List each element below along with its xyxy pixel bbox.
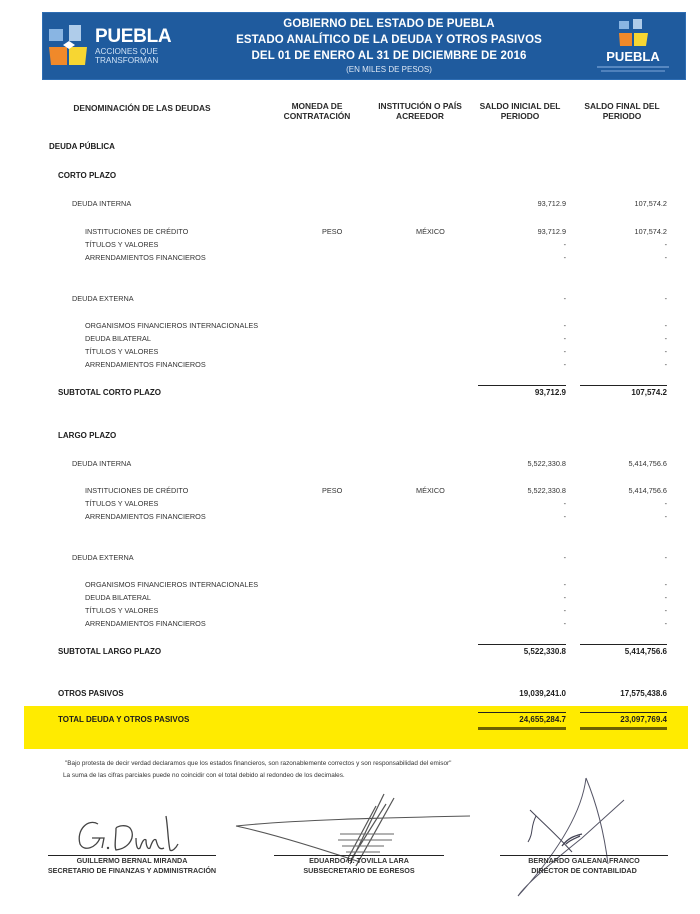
column-header-saldo-inicial bbox=[474, 101, 566, 121]
logo-right-subtitle-decoration bbox=[597, 66, 669, 68]
total-double-rule-final bbox=[580, 727, 667, 730]
report-units: (EN MILES DE PESOS) bbox=[346, 65, 432, 74]
row-saldo-final: - bbox=[664, 294, 667, 303]
row-saldo-inicial: - bbox=[563, 499, 566, 508]
logo-left-wordmark: PUEBLA bbox=[95, 26, 172, 47]
row-label: ARRENDAMIENTOS FINANCIEROS bbox=[85, 619, 206, 628]
table-row bbox=[0, 552, 700, 564]
row-label: ARRENDAMIENTOS FINANCIEROS bbox=[85, 360, 206, 369]
report-title-government: GOBIERNO DEL ESTADO DE PUEBLA bbox=[283, 18, 495, 30]
subtotal-row bbox=[0, 387, 700, 399]
table-row bbox=[0, 485, 700, 497]
row-saldo-final: 107,574.2 bbox=[634, 227, 667, 236]
row-institucion: MÉXICO bbox=[416, 486, 445, 495]
signature-bernal bbox=[70, 808, 190, 858]
subtotal-rule-final bbox=[580, 644, 667, 645]
column-header-institucion-line2: ACREEDOR bbox=[396, 111, 444, 121]
column-header-moneda-line1: MONEDA DE bbox=[291, 101, 343, 111]
row-label: DEUDA PÚBLICA bbox=[49, 142, 115, 151]
table-row bbox=[0, 239, 700, 251]
row-label: DEUDA EXTERNA bbox=[72, 294, 134, 303]
subtotal-rule-inicial bbox=[478, 385, 566, 386]
row-saldo-final: 5,414,756.6 bbox=[624, 647, 667, 656]
subtotal-rule-final bbox=[580, 385, 667, 386]
row-saldo-final: - bbox=[664, 580, 667, 589]
row-saldo-final: - bbox=[664, 253, 667, 262]
column-header-saldo-final-line2: PERIODO bbox=[602, 111, 642, 121]
table-row bbox=[0, 226, 700, 238]
row-label: INSTITUCIONES DE CRÉDITO bbox=[85, 486, 189, 495]
signer-1-name: GUILLERMO BERNAL MIRANDA bbox=[76, 856, 188, 865]
puebla-logo-right bbox=[587, 19, 679, 77]
signer-2-name: EDUARDO H. TOVILLA LARA bbox=[309, 856, 409, 865]
table-row bbox=[0, 688, 700, 700]
column-header-saldo-inicial-line2: PERIODO bbox=[500, 111, 540, 121]
row-saldo-inicial: 5,522,330.8 bbox=[527, 486, 566, 495]
table-row bbox=[0, 579, 700, 591]
table-row bbox=[0, 458, 700, 470]
table-row bbox=[0, 293, 700, 305]
total-label: TOTAL DEUDA Y OTROS PASIVOS bbox=[58, 715, 190, 724]
total-double-rule-inicial bbox=[478, 727, 566, 730]
row-saldo-final: 107,574.2 bbox=[634, 199, 667, 208]
row-label: SUBTOTAL LARGO PLAZO bbox=[58, 647, 162, 656]
row-saldo-inicial: - bbox=[563, 347, 566, 356]
row-saldo-inicial: - bbox=[563, 240, 566, 249]
row-label: OTROS PASIVOS bbox=[58, 689, 124, 698]
row-label: ARRENDAMIENTOS FINANCIEROS bbox=[85, 253, 206, 262]
table-row bbox=[0, 252, 700, 264]
signer-2-title: SUBSECRETARIO DE EGRESOS bbox=[303, 866, 415, 875]
table-row bbox=[0, 320, 700, 332]
total-row bbox=[0, 714, 700, 726]
row-label: TÍTULOS Y VALORES bbox=[85, 347, 159, 356]
row-label: TÍTULOS Y VALORES bbox=[85, 606, 159, 615]
row-saldo-final: - bbox=[664, 499, 667, 508]
row-saldo-inicial: - bbox=[563, 553, 566, 562]
row-saldo-inicial: - bbox=[563, 360, 566, 369]
row-saldo-inicial: - bbox=[563, 512, 566, 521]
logo-left-tagline-1: ACCIONES QUE bbox=[95, 47, 158, 56]
row-moneda: PESO bbox=[322, 486, 343, 495]
row-institucion: MÉXICO bbox=[416, 227, 445, 236]
signer-3-name: BERNARDO GALEANA FRANCO bbox=[528, 856, 640, 865]
row-saldo-inicial: 5,522,330.8 bbox=[523, 647, 566, 656]
row-saldo-final: 107,574.2 bbox=[631, 388, 667, 397]
row-label: TÍTULOS Y VALORES bbox=[85, 499, 159, 508]
row-label: TÍTULOS Y VALORES bbox=[85, 240, 159, 249]
signer-1-title: SECRETARIO DE FINANZAS Y ADMINISTRACIÓN bbox=[47, 866, 217, 875]
rounding-note: La suma de las cifras parciales puede no coincidir con el total debido al redondeo de los decimales. bbox=[63, 772, 345, 779]
column-header-moneda bbox=[276, 101, 358, 121]
row-saldo-final: 5,414,756.6 bbox=[628, 459, 667, 468]
row-saldo-final: - bbox=[664, 334, 667, 343]
table-row bbox=[0, 430, 700, 442]
subtotal-row bbox=[0, 646, 700, 658]
puebla-emblem-icon bbox=[47, 25, 91, 71]
signer-3-title: DIRECTOR DE CONTABILIDAD bbox=[531, 866, 637, 875]
column-header-moneda-line2: CONTRATACIÓN bbox=[283, 111, 351, 121]
total-saldo-final: 23,097,769.4 bbox=[620, 715, 667, 724]
column-header-denominacion: DENOMINACIÓN DE LAS DEUDAS bbox=[73, 103, 211, 113]
column-header-institucion-line1: INSTITUCIÓN O PAÍS bbox=[378, 101, 462, 111]
row-saldo-inicial: 93,712.9 bbox=[537, 199, 566, 208]
table-row bbox=[0, 592, 700, 604]
row-saldo-inicial: - bbox=[563, 321, 566, 330]
row-label: DEUDA INTERNA bbox=[72, 199, 132, 208]
row-label: SUBTOTAL CORTO PLAZO bbox=[58, 388, 161, 397]
row-label: DEUDA BILATERAL bbox=[85, 334, 151, 343]
logo-right-subtitle-decoration-2 bbox=[601, 70, 665, 72]
row-label: ORGANISMOS FINANCIEROS INTERNACIONALES bbox=[85, 580, 259, 589]
row-saldo-final: - bbox=[664, 321, 667, 330]
report-title-statement: ESTADO ANALÍTICO DE LA DEUDA Y OTROS PASIVOS bbox=[236, 34, 542, 46]
report-title-block bbox=[193, 16, 585, 76]
row-saldo-final: - bbox=[664, 606, 667, 615]
report-header bbox=[42, 12, 686, 80]
row-label: LARGO PLAZO bbox=[58, 431, 117, 440]
column-header-saldo-final-line1: SALDO FINAL DEL bbox=[584, 101, 660, 111]
row-saldo-final: - bbox=[664, 593, 667, 602]
row-moneda: PESO bbox=[322, 227, 343, 236]
table-row bbox=[0, 498, 700, 510]
row-label: INSTITUCIONES DE CRÉDITO bbox=[85, 227, 189, 236]
row-saldo-final: - bbox=[664, 619, 667, 628]
column-header-saldo-final bbox=[578, 101, 666, 121]
row-saldo-inicial: 5,522,330.8 bbox=[527, 459, 566, 468]
total-saldo-inicial: 24,655,284.7 bbox=[519, 715, 566, 724]
row-saldo-inicial: - bbox=[563, 580, 566, 589]
report-title-period: DEL 01 DE ENERO AL 31 DE DICIEMBRE DE 2016 bbox=[251, 50, 527, 62]
total-rule-top-inicial bbox=[478, 712, 566, 713]
row-label: ARRENDAMIENTOS FINANCIEROS bbox=[85, 512, 206, 521]
row-label: ORGANISMOS FINANCIEROS INTERNACIONALES bbox=[85, 321, 259, 330]
table-row bbox=[0, 511, 700, 523]
puebla-emblem-small-icon bbox=[617, 19, 651, 49]
declaration-note: "Bajo protesta de decir verdad declaramos que los estados financieros, son razonablemente correctos y son responsabilidad del emisor" bbox=[65, 760, 452, 767]
table-row bbox=[0, 359, 700, 371]
row-saldo-final: - bbox=[664, 512, 667, 521]
row-label: DEUDA BILATERAL bbox=[85, 593, 151, 602]
row-saldo-inicial: - bbox=[563, 334, 566, 343]
total-rule-top-final bbox=[580, 712, 667, 713]
table-row bbox=[0, 170, 700, 182]
row-label: DEUDA INTERNA bbox=[72, 459, 132, 468]
row-saldo-inicial: - bbox=[563, 606, 566, 615]
row-saldo-final: - bbox=[664, 360, 667, 369]
row-saldo-final: 5,414,756.6 bbox=[628, 486, 667, 495]
row-saldo-inicial: - bbox=[563, 253, 566, 262]
table-row bbox=[0, 346, 700, 358]
row-saldo-final: - bbox=[664, 553, 667, 562]
table-row bbox=[0, 605, 700, 617]
table-row bbox=[0, 333, 700, 345]
row-saldo-final: - bbox=[664, 347, 667, 356]
row-saldo-inicial: - bbox=[563, 593, 566, 602]
table-row bbox=[0, 618, 700, 630]
table-row bbox=[0, 141, 700, 153]
row-saldo-inicial: 93,712.9 bbox=[537, 227, 566, 236]
column-header-saldo-inicial-line1: SALDO INICIAL DEL bbox=[479, 101, 561, 111]
logo-right-wordmark: PUEBLA bbox=[606, 49, 660, 64]
row-saldo-inicial: 19,039,241.0 bbox=[519, 689, 566, 698]
row-saldo-inicial: - bbox=[563, 619, 566, 628]
row-saldo-inicial: 93,712.9 bbox=[534, 388, 566, 397]
logo-left-tagline-2: TRANSFORMAN bbox=[95, 56, 159, 65]
row-saldo-inicial: - bbox=[563, 294, 566, 303]
signature-galeana bbox=[512, 772, 632, 900]
puebla-logo-left bbox=[47, 21, 187, 75]
row-saldo-final: 17,575,438.6 bbox=[620, 689, 667, 698]
subtotal-rule-inicial bbox=[478, 644, 566, 645]
column-header-institucion bbox=[372, 101, 468, 121]
table-row bbox=[0, 198, 700, 210]
row-saldo-final: - bbox=[664, 240, 667, 249]
row-label: DEUDA EXTERNA bbox=[72, 553, 134, 562]
row-label: CORTO PLAZO bbox=[58, 171, 117, 180]
